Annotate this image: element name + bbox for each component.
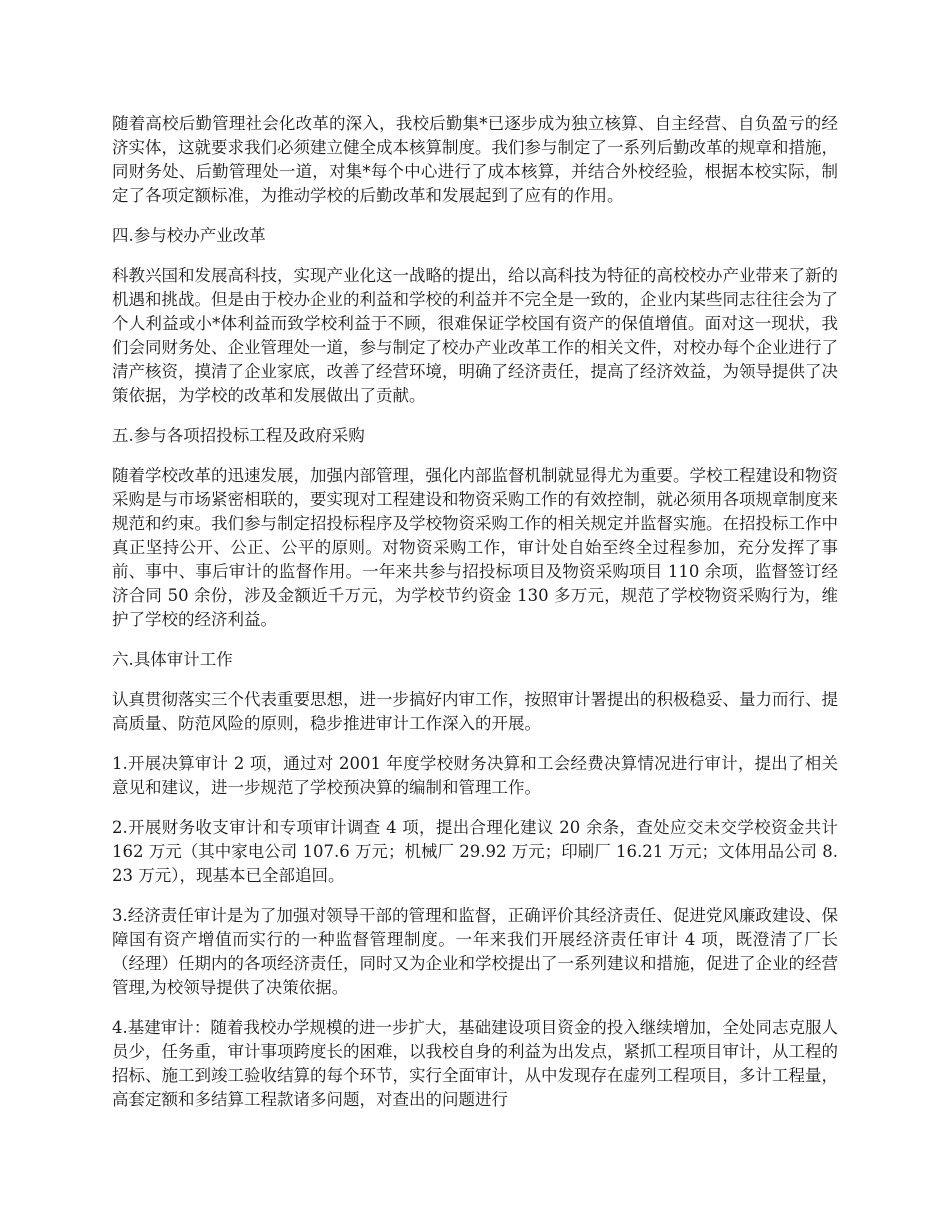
paragraph-bidding-procurement: 随着学校改革的迅速发展，加强内部管理，强化内部监督机制就显得尤为重要。学校工程建设和物资采购是与市场紧密相联的，要实现对工程建设和物资采购工作的有效控制，就必须用各项规章制度来规范和约束。我们参与制定招投标程序及学校物资采购工作的相关规定并监督实施。在招投标工作中真正坚持公开、公正、公平的原则。对物资采购工作，审计处自始至终全过程参加，充分发挥了事前、事中、事后审计的监督作用。一年来共参与招投标项目及物资采购项目 110 余项，监督签订经济合同 50 余份，涉及金额近千万元，为学校节约资金 130 多万元，规范了学校物资采购行为，维护了学校的经济利益。 (112, 466, 838, 629)
section-heading-6: 六.具体审计工作 (112, 650, 233, 669)
paragraph-item-3-economic-responsibility: 3.经济责任审计是为了加强对领导干部的管理和监督，正确评价其经济责任、促进党风廉政建设、保障国有资产增值而实行的一种监督管理制度。一年来我们开展经济责任审计 4 项，既澄清了厂长（经理）任期内的各项经济责任，同时又为企业和学校提出了一系列建议和措施，促进了企业的经营管理,为校领导提供了决策依据。 (112, 906, 838, 997)
paragraph-item-4-construction-audit: 4.基建审计：随着我校办学规模的进一步扩大，基础建设项目资金的投入继续增加，全处同志克服人员少，任务重，审计事项跨度长的困难，以我校自身的利益为出发点，紧抓工程项目审计，从工程的招标、施工到竣工验收结算的每个环节，实行全面审计，从中发现存在虚列工程项目，多计工程量，高套定额和多结算工程款诸多问题，对查出的问题进行 (112, 1018, 838, 1109)
paragraph-audit-intro: 认真贯彻落实三个代表重要思想，进一步搞好内审工作，按照审计署提出的积极稳妥、量力而行、提高质量、防范风险的原则，稳步推进审计工作深入的开展。 (112, 690, 838, 733)
paragraph-item-1-final-accounts: 1.开展决算审计 2 项，通过对 2001 年度学校财务决算和工会经费决算情况进行审计，提出了相关意见和建议，进一步规范了学校预决算的编制和管理工作。 (112, 754, 838, 797)
paragraph-item-2-revenue-expenditure: 2.开展财务收支审计和专项审计调查 4 项，提出合理化建议 20 余条，查处应交未交学校资金共计 162 万元（其中家电公司 107.6 万元；机械厂 29.92 万元；印刷厂 16.21 万元；文体用品公司 8.23 万元），现基本已全部追回。 (112, 818, 838, 885)
document-page (112, 112, 838, 1128)
paragraph-logistics-cost-accounting: 随着高校后勤管理社会化改革的深入，我校后勤集*已逐步成为独立核算、自主经营、自负盈亏的经济实体，这就要求我们必须建立健全成本核算制度。我们参与制定了一系列后勤改革的规章和措施，同财务处、后勤管理处一道，对集*每个中心进行了成本核算，并结合外校经验，根据本校实际，制定了各项定额标准，为推动学校的后勤改革和发展起到了应有的作用。 (112, 114, 838, 205)
section-heading-4: 四.参与校办产业改革 (112, 226, 266, 245)
section-heading-5: 五.参与各项招投标工程及政府采购 (112, 426, 365, 445)
paragraph-school-industry-reform: 科教兴国和发展高科技，实现产业化这一战略的提出，给以高科技为特征的高校校办产业带来了新的机遇和挑战。但是由于校办企业的利益和学校的利益并不完全是一致的，企业内某些同志往往会为了个人利益或小*体利益而致学校利益于不顾，很难保证学校国有资产的保值增值。面对这一现状，我们会同财务处、企业管理处一道，参与制定了校办产业改革工作的相关文件，对校办每个企业进行了清产核资，摸清了企业家底，改善了经营环境，明确了经济责任，提高了经济效益，为领导提供了决策依据，为学校的改革和发展做出了贡献。 (112, 266, 838, 405)
